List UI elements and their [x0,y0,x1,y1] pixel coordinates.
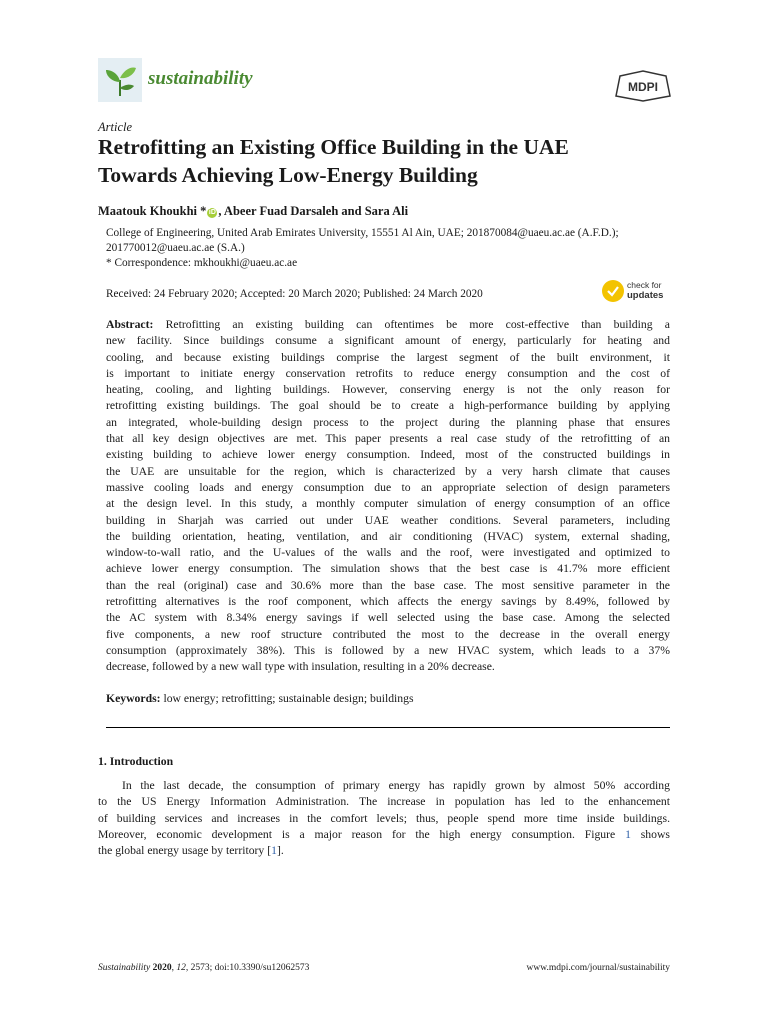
author-corresponding: Maatouk Khoukhi * [98,204,207,218]
abstract-line-text: the UAE are unsuitable for the region, which is characterized by a very harsh climate that causes [106,464,670,478]
abstract-line [106,350,670,366]
abstract-line-text: at the design level. In this study, a monthly computer simulation of energy consumption of an office [106,497,670,511]
abstract-line-text: is important to initiate energy conservation retrofits to reduce energy consumption and the cost of [106,366,670,380]
mdpi-logo-text: MDPI [628,80,658,94]
intro-line: to the US Energy Information Administration. The increase in population has led to the enhancement [98,795,670,809]
abstract-line-text: consumption (approximately 38%). This is followed by a new HVAC system, which leads to a 37% [106,643,670,657]
intro-line: In the last decade, the consumption of primary energy has rapidly grown by almost 50% according [122,779,670,792]
abstract-line [106,317,670,333]
abstract-line [106,447,670,463]
abstract-line-text: window-to-wall ratio, and the U-values of the walls and the roof, were investigated and optimized to [106,546,670,560]
abstract-line [106,627,670,643]
keywords-text: low energy; retrofitting; sustainable design; buildings [163,692,414,705]
abstract-line [106,333,670,349]
footer-journal: Sustainability [98,963,151,973]
abstract-line-text: five components, a new roof structure contributed the most to the decrease in the overall energy [106,627,670,641]
abstract-line [106,643,670,659]
abstract-line [106,464,670,480]
affiliation-line-2: 201770012@uaeu.ac.ae (S.A.) [106,242,245,254]
section-heading-introduction: 1. Introduction [98,755,174,768]
abstract-line [106,545,670,561]
abstract-label: Abstract: [106,318,154,331]
title-line-2: Towards Achieving Low-Energy Building [98,163,478,187]
footer-doi: , 2573; doi:10.3390/su12062573 [185,963,310,973]
abstract-line [106,366,670,382]
abstract-line [106,415,670,431]
mdpi-logo-icon [614,70,672,102]
abstract-line [106,594,670,610]
check-updates-line-2: updates [627,290,664,301]
article-title [98,133,678,189]
footer-citation: Sustainability 2020, 12, 2573; doi:10.3390/su12062573 [98,963,310,973]
check-updates-line-1: check for [627,280,662,290]
publication-dates: Received: 24 February 2020; Accepted: 20 March 2020; Published: 24 March 2020 [106,288,483,300]
intro-line [98,843,670,859]
sprout-leaves-icon [98,58,142,102]
abstract-line [106,610,670,626]
author-coauthors: , Abeer Fuad Darsaleh and Sara Ali [218,204,409,218]
abstract-line-text: Retrofitting an existing building can oftentimes be more cost-effective than building a [165,318,670,331]
abstract-line-text: new facility. Since buildings consume a significant amount of energy, particularly for heating and [106,334,670,348]
abstract-line-text: an integrated, whole-building design process to the project during the planning phase that ensures [106,415,670,429]
abstract-line [106,659,670,675]
orcid-icon[interactable]: iD [208,209,216,216]
abstract-line-text: achieve lower energy consumption. The simulation shows that the best case is 41.7% more efficient [106,562,670,576]
introduction-body [98,778,670,859]
abstract-line-text: retrofitting existing buildings. The goal should be to create a high-performance building by applying [106,399,670,413]
abstract-line-text: existing building to achieve lower energy consumption. Indeed, most of the constructed buildings in [106,448,670,462]
abstract-line-text: than the real (original) case and 30.6% more than the base case. The most sensitive parameter in the [106,578,670,592]
figure-reference-link[interactable]: 1 [625,827,631,841]
abstract-line-text: that all key design objectives are met. This paper presents a real case study of the retrofitting of an [106,432,670,446]
abstract-line [106,496,670,512]
journal-logo [98,58,142,102]
author-list [98,204,408,219]
footer-url[interactable]: www.mdpi.com/journal/sustainability [526,963,670,973]
keywords-label: Keywords: [106,692,161,705]
article-type: Article [98,120,133,134]
abstract-line-text: the building orientation, heating, ventilation, and air conditioning (HVAC) system, external shading, [106,529,670,543]
intro-line-text: Moreover, economic development is a major reason for the high energy consumption. Figure [98,827,626,841]
footer-year: 2020 [152,963,172,973]
correspondence: * Correspondence: mkhoukhi@uaeu.ac.ae [106,257,298,269]
check-updates-icon [602,280,624,302]
abstract-line-text: heating, cooling, and lighting buildings. However, conserving energy is not the only reason for [106,383,670,397]
abstract-line [106,480,670,496]
abstract-line [106,529,670,545]
abstract-line-text: the AC system with 8.34% energy savings if well selected using the base case. Among the selected [106,611,670,625]
intro-line [98,827,670,843]
keywords [106,692,414,705]
intro-line-text-end: ]. [276,844,284,858]
abstract-line-text: massive cooling loads and energy consumption due to an appropriate selection of design parameters [106,480,670,494]
abstract-line [106,578,670,594]
check-updates-text [627,280,663,301]
intro-line-text-end: shows [630,827,670,841]
abstract-line [106,561,670,577]
abstract-line-text: cooling, and because existing buildings comprise the largest segment of the built environment, it [106,350,670,364]
abstract-line-text: retrofitting alternatives is the roof component, which affects the energy savings by 8.49%, followed by [106,595,670,609]
abstract-line [106,382,670,398]
footer-volume: 12 [176,963,186,973]
abstract-line-text: decrease, followed by a new wall type with insulation, resulting in a 20% decrease. [106,660,495,674]
section-divider [106,727,670,728]
check-for-updates-badge[interactable] [602,279,672,303]
mdpi-logo[interactable] [614,70,672,102]
abstract-line [106,513,670,529]
citation-link[interactable]: 1 [271,844,277,858]
abstract-line-text: building in Sharjah was carried out under UAE weather conditions. Several parameters, including [106,513,670,527]
intro-line-text: the global energy usage by territory [ [98,844,272,858]
title-line-1: Retrofitting an Existing Office Building in the UAE [98,135,569,159]
abstract-line [106,398,670,414]
journal-name[interactable]: sustainability [148,68,253,89]
intro-line: of building services and increases in the comfort levels; thus, people spend more time inside buildings. [98,811,670,825]
affiliation-line-1: College of Engineering, United Arab Emirates University, 15551 Al Ain, UAE; 201870084@uaeu.ac.ae (A.F.D.); [106,227,619,239]
abstract-line [106,431,670,447]
abstract [106,317,670,676]
